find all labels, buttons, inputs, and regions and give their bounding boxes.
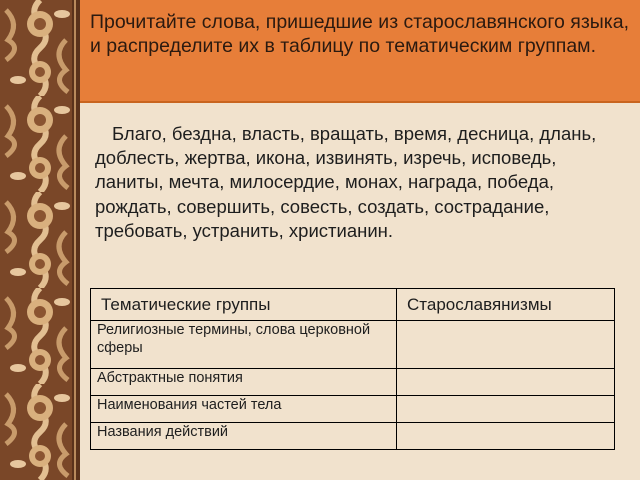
instruction-banner xyxy=(80,0,640,103)
table-row xyxy=(91,396,615,423)
words-cell xyxy=(397,321,615,369)
table-row xyxy=(91,369,615,396)
group-cell: Абстрактные понятия xyxy=(91,369,397,396)
table-header-row xyxy=(91,289,615,321)
thematic-groups-table xyxy=(90,288,615,450)
group-cell: Религиозные термины, слова церковной сферы xyxy=(91,321,397,369)
table-row xyxy=(91,321,615,369)
table-row xyxy=(91,423,615,450)
instruction-text: Прочитайте слова, пришедшие из старославянского языка, и распределите их в таблицу по тематическим группам. xyxy=(90,11,630,57)
group-cell: Названия действий xyxy=(91,423,397,450)
words-cell xyxy=(397,369,615,396)
word-list: Благо, бездна, власть, вращать, время, десница, длань, доблесть, жертва, икона, извинять, изречь, исповедь, ланиты, мечта, милосердие, монах, награда, победа, рождать, совершить, совесть, создать, сострадание, требовать, устранить, христианин. xyxy=(95,123,597,241)
column-header-groups: Тематические группы xyxy=(91,289,397,321)
words-cell xyxy=(397,423,615,450)
carved-floral-ornament xyxy=(0,0,80,480)
words-cell xyxy=(397,396,615,423)
group-cell: Наименования частей тела xyxy=(91,396,397,423)
column-header-slavonicisms: Старославянизмы xyxy=(397,289,615,321)
